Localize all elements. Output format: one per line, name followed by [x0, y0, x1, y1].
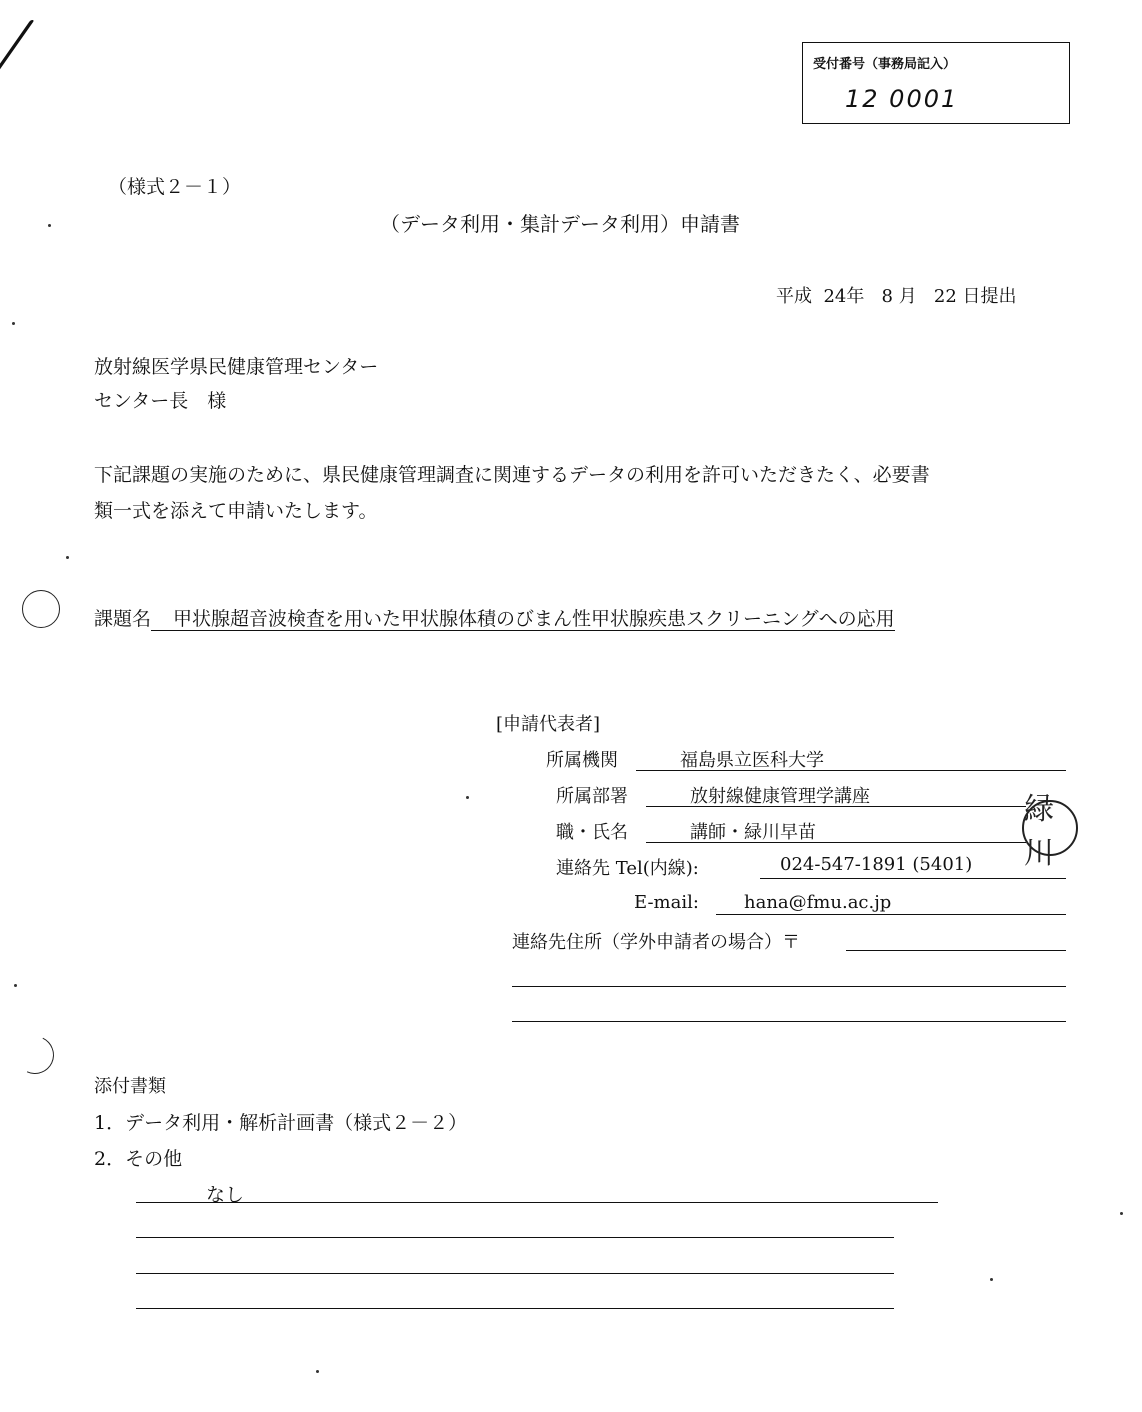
other-value: なし: [206, 1184, 245, 1206]
applicant-heading: [申請代表者]: [496, 714, 601, 735]
scan-speck: [316, 1370, 319, 1373]
date-day-unit: 日提出: [962, 286, 1017, 307]
email-label: E-mail:: [634, 892, 699, 913]
address-underline-1: [846, 950, 1066, 951]
tel-underline: [760, 878, 1066, 879]
seal-text: 緑川: [1024, 792, 1054, 871]
scan-speck: [1120, 1212, 1123, 1215]
scan-speck: [466, 796, 469, 799]
date-day: 22: [933, 286, 957, 307]
date-month-unit: 月: [898, 286, 917, 307]
tel-value: 024-547-1891 (5401): [780, 854, 973, 875]
institution-underline: [636, 770, 1066, 771]
project-title: 甲状腺超音波検査を用いた甲状腺体積のびまん性甲状腺疾患スクリーニングへの応用: [151, 608, 895, 631]
personal-seal: [1022, 792, 1078, 871]
project-title-row: [94, 604, 895, 631]
attachment-item-1: 1．データ利用・解析計画書（様式２－２）: [94, 1112, 468, 1134]
other-underline-2: [136, 1237, 894, 1238]
name-value: 講師・緑川早苗: [690, 822, 816, 843]
receipt-number: 12 0001: [845, 85, 959, 113]
corner-slash-mark: [0, 20, 35, 90]
addressee-organization: 放射線医学県民健康管理センター: [94, 356, 379, 378]
department-label: 所属部署: [556, 786, 628, 807]
scan-speck: [12, 322, 15, 325]
body-text-line1: 下記課題の実施のために、県民健康管理調査に関連するデータの利用を許可いただきたく、必要書: [94, 464, 930, 486]
other-underline-3: [136, 1273, 894, 1274]
department-underline: [646, 806, 1026, 807]
address-underline-3: [512, 1021, 1066, 1022]
institution-value: 福島県立医科大学: [680, 750, 824, 771]
date-year: 24: [823, 286, 847, 307]
name-underline: [646, 842, 1026, 843]
circle-mark: [22, 590, 60, 628]
name-label: 職・氏名: [556, 822, 628, 843]
receipt-number-box: [802, 42, 1070, 124]
attachments-heading: 添付書類: [94, 1076, 166, 1097]
addressee-recipient: センター長 様: [94, 390, 227, 412]
receipt-label: 受付番号（事務局記入）: [813, 57, 957, 72]
submission-date: [776, 282, 1017, 308]
attachment-item-2: 2．その他: [94, 1148, 183, 1170]
body-text-line2: 類一式を添えて申請いたします。: [94, 500, 378, 522]
other-underline-4: [136, 1308, 894, 1309]
other-underline-1: [136, 1202, 938, 1203]
email-value: hana@fmu.ac.jp: [744, 892, 892, 913]
scan-speck: [990, 1278, 993, 1281]
form-code: （様式２－１）: [108, 176, 242, 198]
institution-label: 所属機関: [546, 750, 618, 771]
arc-mark: [11, 1031, 60, 1080]
email-underline: [716, 914, 1066, 915]
address-label: 連絡先住所（学外申請者の場合）〒: [512, 932, 800, 953]
scan-speck: [48, 224, 51, 227]
document-title: （データ利用・集計データ利用）申請書: [380, 212, 740, 236]
scan-speck: [14, 984, 17, 987]
project-label: 課題名: [94, 608, 152, 630]
tel-label: 連絡先 Tel(内線):: [556, 858, 699, 879]
date-month: 8: [881, 286, 893, 307]
address-underline-2: [512, 986, 1066, 987]
scan-speck: [66, 556, 69, 559]
date-era: 平成: [776, 286, 812, 307]
date-year-unit: 年: [846, 286, 865, 307]
department-value: 放射線健康管理学講座: [690, 786, 870, 807]
